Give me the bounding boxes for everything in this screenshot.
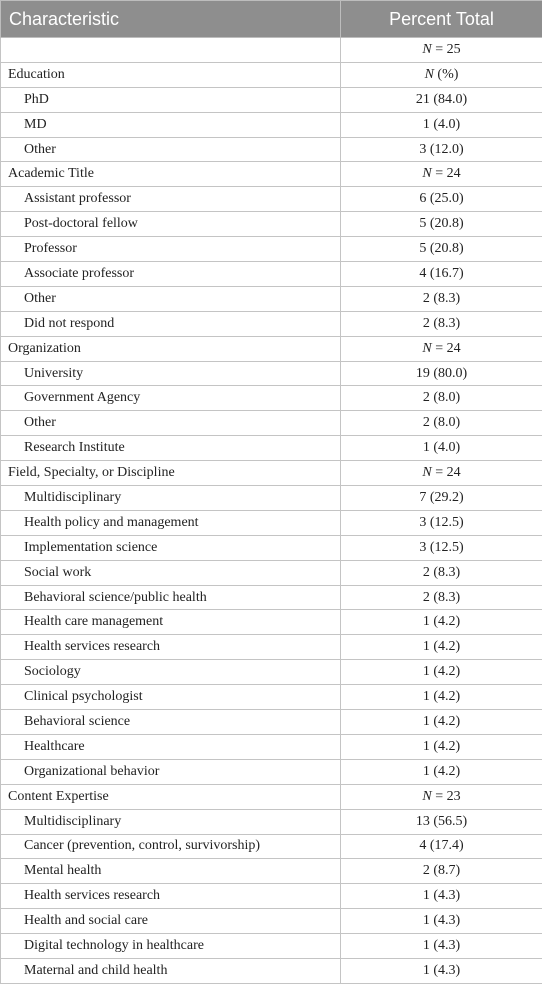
n-count: = 25 (432, 42, 461, 57)
row-label: Health policy and management (1, 510, 341, 535)
table-group-row (1, 336, 542, 361)
row-value: 1 (4.2) (341, 660, 542, 685)
row-value: 1 (4.2) (341, 734, 542, 759)
row-label: Associate professor (1, 262, 341, 287)
n-symbol: N (422, 341, 431, 356)
table-row (1, 411, 542, 436)
group-label: Field, Specialty, or Discipline (1, 461, 341, 486)
table-row (1, 560, 542, 585)
table-row (1, 311, 542, 336)
table-row (1, 909, 542, 934)
row-value: 1 (4.2) (341, 635, 542, 660)
row-value: 1 (4.3) (341, 884, 542, 909)
row-label: Post-doctoral fellow (1, 212, 341, 237)
n-count: = 23 (432, 789, 461, 804)
table-row (1, 87, 542, 112)
n-symbol: N (422, 465, 431, 480)
table-row (1, 137, 542, 162)
row-value: 5 (20.8) (341, 237, 542, 262)
table-header (1, 1, 542, 38)
row-value: 1 (4.3) (341, 909, 542, 934)
row-label: Assistant professor (1, 187, 341, 212)
table-row (1, 610, 542, 635)
n-symbol: N (422, 166, 431, 181)
n-symbol: N (422, 42, 431, 57)
row-label: Other (1, 411, 341, 436)
group-label (1, 38, 341, 63)
row-label: Maternal and child health (1, 958, 341, 983)
row-value: 5 (20.8) (341, 212, 542, 237)
table-row (1, 510, 542, 535)
header-row (1, 1, 542, 38)
row-label: PhD (1, 87, 341, 112)
row-value: 1 (4.2) (341, 685, 542, 710)
row-label: Multidisciplinary (1, 809, 341, 834)
table-row (1, 436, 542, 461)
row-value: 21 (84.0) (341, 87, 542, 112)
row-label: Multidisciplinary (1, 486, 341, 511)
n-symbol: N (425, 67, 434, 82)
group-label: Organization (1, 336, 341, 361)
row-value: 7 (29.2) (341, 486, 542, 511)
row-value: 2 (8.3) (341, 286, 542, 311)
table-group-row (1, 162, 542, 187)
row-label: Healthcare (1, 734, 341, 759)
row-value: 2 (8.0) (341, 411, 542, 436)
table-group-row (1, 38, 542, 63)
group-n-value (341, 38, 542, 63)
row-value: 2 (8.3) (341, 585, 542, 610)
row-label: Organizational behavior (1, 759, 341, 784)
header-percent-total: Percent Total (341, 1, 542, 38)
row-value: 1 (4.3) (341, 934, 542, 959)
table-row (1, 212, 542, 237)
table-group-row (1, 62, 542, 87)
table-row (1, 112, 542, 137)
group-n-value (341, 461, 542, 486)
table-row (1, 361, 542, 386)
table-row (1, 884, 542, 909)
table-body (1, 38, 542, 984)
row-value: 2 (8.3) (341, 311, 542, 336)
row-value: 1 (4.0) (341, 112, 542, 137)
row-value: 2 (8.0) (341, 386, 542, 411)
header-characteristic: Characteristic (1, 1, 341, 38)
n-count: = 24 (432, 341, 461, 356)
table-group-row (1, 461, 542, 486)
table-row (1, 809, 542, 834)
table-row (1, 834, 542, 859)
table-row (1, 759, 542, 784)
table-group-row (1, 784, 542, 809)
group-n-value (341, 162, 542, 187)
table-row (1, 859, 542, 884)
row-label: Government Agency (1, 386, 341, 411)
table-row (1, 685, 542, 710)
row-value: 19 (80.0) (341, 361, 542, 386)
row-label: Social work (1, 560, 341, 585)
row-label: Clinical psychologist (1, 685, 341, 710)
row-label: Behavioral science (1, 710, 341, 735)
row-value: 4 (16.7) (341, 262, 542, 287)
row-label: Did not respond (1, 311, 341, 336)
row-value: 13 (56.5) (341, 809, 542, 834)
row-value: 1 (4.0) (341, 436, 542, 461)
row-label: MD (1, 112, 341, 137)
table-row (1, 286, 542, 311)
row-value: 3 (12.5) (341, 535, 542, 560)
row-label: Implementation science (1, 535, 341, 560)
table-row (1, 187, 542, 212)
group-n-value (341, 62, 542, 87)
row-label: University (1, 361, 341, 386)
n-count: = 24 (432, 465, 461, 480)
row-label: Health care management (1, 610, 341, 635)
row-label: Other (1, 286, 341, 311)
row-label: Mental health (1, 859, 341, 884)
table-row (1, 262, 542, 287)
row-label: Health services research (1, 884, 341, 909)
table-row (1, 734, 542, 759)
row-label: Other (1, 137, 341, 162)
group-label: Education (1, 62, 341, 87)
row-label: Health services research (1, 635, 341, 660)
group-n-value (341, 784, 542, 809)
n-count: = 24 (432, 166, 461, 181)
row-value: 1 (4.2) (341, 610, 542, 635)
table-row (1, 237, 542, 262)
row-label: Health and social care (1, 909, 341, 934)
table-row (1, 660, 542, 685)
row-value: 4 (17.4) (341, 834, 542, 859)
table-row (1, 934, 542, 959)
row-value: 2 (8.7) (341, 859, 542, 884)
table-row (1, 710, 542, 735)
n-count: (%) (434, 67, 459, 82)
row-value: 2 (8.3) (341, 560, 542, 585)
row-value: 3 (12.5) (341, 510, 542, 535)
table-row (1, 386, 542, 411)
row-value: 1 (4.2) (341, 710, 542, 735)
n-symbol: N (422, 789, 431, 804)
table-row (1, 958, 542, 983)
row-label: Behavioral science/public health (1, 585, 341, 610)
row-label: Sociology (1, 660, 341, 685)
group-label: Content Expertise (1, 784, 341, 809)
row-value: 1 (4.2) (341, 759, 542, 784)
row-label: Cancer (prevention, control, survivorship) (1, 834, 341, 859)
row-label: Professor (1, 237, 341, 262)
row-value: 3 (12.0) (341, 137, 542, 162)
row-label: Research Institute (1, 436, 341, 461)
row-value: 6 (25.0) (341, 187, 542, 212)
table-row (1, 535, 542, 560)
table-row (1, 486, 542, 511)
table-row (1, 635, 542, 660)
table-row (1, 585, 542, 610)
row-value: 1 (4.3) (341, 958, 542, 983)
group-label: Academic Title (1, 162, 341, 187)
group-n-value (341, 336, 542, 361)
row-label: Digital technology in healthcare (1, 934, 341, 959)
